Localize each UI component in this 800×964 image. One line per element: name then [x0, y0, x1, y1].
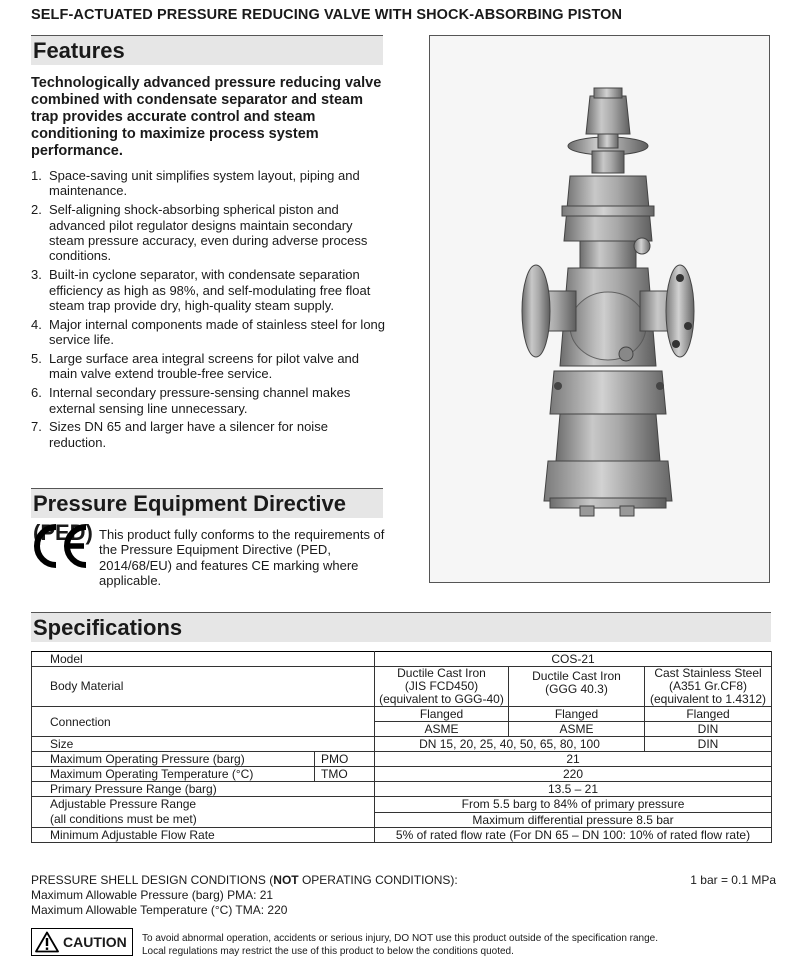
pmo-label: Maximum Operating Pressure (barg): [32, 752, 315, 767]
features-heading: Features: [31, 35, 383, 65]
model-label: Model: [32, 652, 375, 667]
connection-type-3: Flanged: [645, 707, 772, 722]
table-row: [32, 652, 772, 667]
feature-number: 4.: [31, 316, 42, 332]
features-list: [31, 168, 387, 454]
adjustable-range-value-2: Maximum differential pressure 8.5 bar: [375, 812, 772, 828]
feature-item: [31, 419, 387, 450]
feature-number: 5.: [31, 351, 42, 367]
adjustable-range-value-1: From 5.5 barg to 84% of primary pressure: [375, 797, 772, 813]
body-material-1: Ductile Cast Iron (JIS FCD450) (equivalent to GGG-40): [375, 667, 509, 707]
primary-pressure-value: 13.5 – 21: [375, 782, 772, 797]
pma-note: Maximum Allowable Pressure (barg) PMA: 21: [31, 888, 274, 902]
connection-type-1: Flanged: [375, 707, 509, 722]
body-material-label: Body Material: [32, 667, 375, 707]
connection-label: Connection: [32, 707, 375, 737]
connection-std-2: ASME: [509, 722, 645, 737]
min-flow-label: Minimum Adjustable Flow Rate: [32, 828, 375, 843]
table-row: [32, 752, 772, 767]
caution-badge: [31, 928, 133, 956]
table-row: [32, 828, 772, 843]
adjustable-range-label: Adjustable Pressure Range (all conditions must be met): [32, 797, 375, 828]
ped-text: This product fully conforms to the requirements of the Pressure Equipment Directive (PED, 2014/68/EU) and features CE marking where applicable.: [99, 527, 385, 589]
feature-item: [31, 317, 387, 348]
feature-number: 1.: [31, 168, 42, 183]
ce-mark-icon: [32, 523, 92, 569]
pmo-symbol: PMO: [315, 752, 375, 767]
specifications-heading: Specifications: [31, 612, 771, 642]
connection-std-1: ASME: [375, 722, 509, 737]
table-row: [32, 797, 772, 813]
feature-text: Space-saving unit simplifies system layout, piping and maintenance.: [49, 168, 360, 199]
feature-text: Large surface area integral screens for pilot valve and main valve extend trouble-free service.: [49, 351, 360, 382]
product-photo: [429, 35, 770, 583]
table-row: [32, 767, 772, 782]
size-value: DN 15, 20, 25, 40, 50, 65, 80, 100: [375, 737, 645, 752]
table-row: [32, 737, 772, 752]
features-intro: Technologically advanced pressure reducing valve combined with condensate separator and steam trap provides accurate control and steam conditioning to maximize process system performance.: [31, 75, 382, 159]
feature-number: 3.: [31, 267, 42, 283]
tmo-symbol: TMO: [315, 767, 375, 782]
feature-item: [31, 351, 387, 382]
size-value-3: DIN: [645, 737, 772, 752]
caution-text: To avoid abnormal operation, accidents or serious injury, DO NOT use this product outside of the specification range. Local regulations may restrict the use of this product to below the conditions quoted.: [142, 933, 659, 957]
model-value: COS-21: [375, 652, 772, 667]
feature-text: Built-in cyclone separator, with condensate separation efficiency as high as 98%, and self-modulating free float steam trap provide dry, high-quality steam supply.: [49, 267, 371, 314]
size-label: Size: [32, 737, 375, 752]
table-row: [32, 782, 772, 797]
feature-text: Internal secondary pressure-sensing channel makes external sensing line unnecessary.: [49, 385, 351, 416]
document-title: SELF-ACTUATED PRESSURE REDUCING VALVE WITH SHOCK-ABSORBING PISTON: [31, 7, 623, 23]
design-conditions-heading: PRESSURE SHELL DESIGN CONDITIONS (NOT OPERATING CONDITIONS):: [31, 873, 458, 887]
feature-text: Major internal components made of stainless steel for long service life.: [49, 316, 386, 348]
design-conditions: [31, 873, 776, 918]
ped-heading: Pressure Equipment Directive (PED): [31, 488, 383, 518]
valve-illustration: [430, 36, 769, 582]
feature-number: 2.: [31, 202, 42, 218]
connection-type-2: Flanged: [509, 707, 645, 722]
body-material-3: Cast Stainless Steel (A351 Gr.CF8) (equivalent to 1.4312): [645, 667, 772, 707]
specifications-table: [31, 651, 772, 843]
warning-triangle-icon: [35, 931, 59, 953]
feature-item: [31, 385, 387, 416]
feature-text: Sizes DN 65 and larger have a silencer for noise reduction.: [49, 419, 328, 450]
unit-conversion: 1 bar = 0.1 MPa: [690, 873, 776, 887]
feature-item: [31, 202, 387, 264]
caution-label: CAUTION: [63, 934, 127, 950]
feature-item: [31, 267, 387, 313]
body-material-2: Ductile Cast Iron (GGG 40.3): [509, 667, 645, 707]
tmo-label: Maximum Operating Temperature (°C): [32, 767, 315, 782]
primary-pressure-label: Primary Pressure Range (barg): [32, 782, 375, 797]
table-row: [32, 667, 772, 707]
min-flow-value: 5% of rated flow rate (For DN 65 – DN 100: 10% of rated flow rate): [375, 828, 772, 843]
feature-item: [31, 168, 387, 199]
feature-number: 7.: [31, 419, 42, 435]
table-row: [32, 707, 772, 722]
tma-note: Maximum Allowable Temperature (°C) TMA: 220: [31, 903, 288, 917]
feature-text: Self-aligning shock-absorbing spherical piston and advanced pilot regulator designs maintain secondary steam pressure accuracy, even during adverse process conditions.: [49, 202, 368, 264]
feature-number: 6.: [31, 385, 42, 401]
connection-std-3: DIN: [645, 722, 772, 737]
pmo-value: 21: [375, 752, 772, 767]
tmo-value: 220: [375, 767, 772, 782]
